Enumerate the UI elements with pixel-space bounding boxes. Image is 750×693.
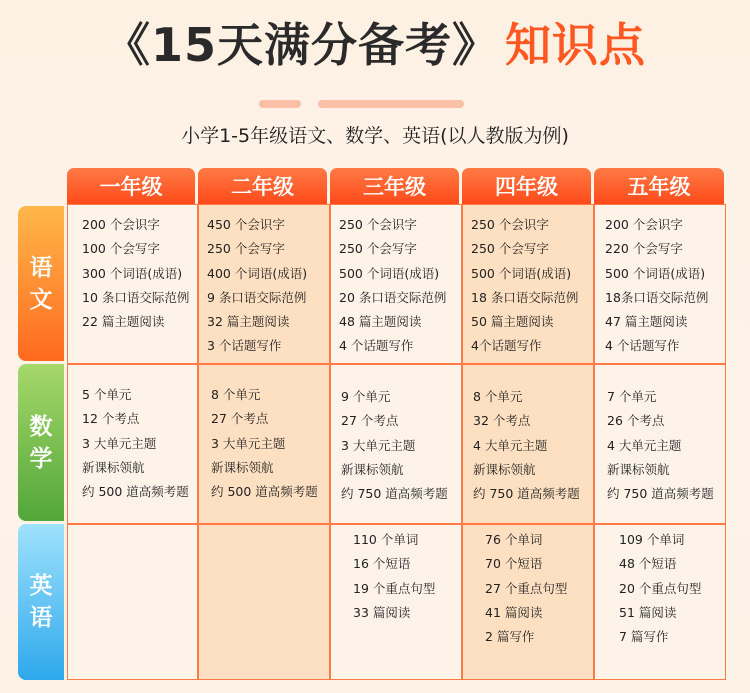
list-item: 200 个会识字 <box>605 217 683 232</box>
grade-header-4: 四年级 <box>462 168 591 204</box>
list-item: 4个话题写作 <box>471 338 542 354</box>
list-item: 4 个话题写作 <box>605 338 680 354</box>
cell-chinese-grade2 <box>198 204 330 364</box>
list-item: 20 个重点句型 <box>619 580 702 596</box>
list-item: 3 大单元主题 <box>82 435 157 451</box>
list-item: 5 个单元 <box>82 387 132 402</box>
list-item: 76 个单词 <box>485 532 543 547</box>
list-item: 250 个会识字 <box>471 217 549 232</box>
list-item: 41 篇阅读 <box>485 604 543 620</box>
subject-header-english <box>18 524 64 680</box>
list-item: 7 个单元 <box>607 389 657 404</box>
cell-chinese-grade4 <box>462 204 594 364</box>
list-item: 250 个会写字 <box>471 241 549 257</box>
list-item: 70 个短语 <box>485 556 543 572</box>
list-item: 100 个会写字 <box>82 241 160 257</box>
cell-english-grade4 <box>462 524 594 680</box>
list-item: 18条口语交际范例 <box>605 289 709 305</box>
grade-header-5: 五年级 <box>594 168 724 204</box>
cell-chinese-grade3 <box>330 204 462 364</box>
list-item: 16 个短语 <box>353 556 411 572</box>
cell-english-grade1 <box>67 524 198 680</box>
list-item: 8 个单元 <box>473 389 523 404</box>
subject-header-math <box>18 364 64 521</box>
list-item: 220 个会写字 <box>605 241 683 257</box>
list-item: 新课标领航 <box>82 459 145 475</box>
cell-chinese-grade1 <box>67 204 198 364</box>
cell-math-grade3 <box>330 364 462 524</box>
cell-chinese-grade5 <box>594 204 726 364</box>
list-item: 2 篇写作 <box>485 629 535 645</box>
decor-bar-short <box>259 100 301 108</box>
list-item: 51 篇阅读 <box>619 604 677 620</box>
list-item: 500 个词语(成语) <box>339 265 440 281</box>
list-item: 4 大单元主题 <box>607 437 682 453</box>
list-item: 109 个单词 <box>619 532 685 547</box>
subject-char: 数 <box>29 413 53 440</box>
list-item: 4 大单元主题 <box>473 437 548 453</box>
list-item: 110 个单词 <box>353 532 419 547</box>
subject-char: 语 <box>29 254 53 281</box>
title-main: 《15天满分备考》 <box>103 18 499 72</box>
list-item: 9 个单元 <box>341 389 391 404</box>
list-item: 12 个考点 <box>82 411 140 427</box>
list-item: 8 个单元 <box>211 387 261 402</box>
cell-math-grade1 <box>67 364 198 524</box>
grade-header-2: 二年级 <box>198 168 327 204</box>
list-item: 450 个会识字 <box>207 217 285 232</box>
grade-header-1: 一年级 <box>67 168 195 204</box>
subject-header-chinese <box>18 206 64 361</box>
list-item: 7 篇写作 <box>619 629 669 645</box>
list-item: 48 个短语 <box>619 556 677 572</box>
list-item: 400 个词语(成语) <box>207 265 308 281</box>
list-item: 新课标领航 <box>473 461 536 477</box>
decor-bar-long <box>318 100 464 108</box>
list-item: 3 个话题写作 <box>207 338 282 354</box>
list-item: 32 个考点 <box>473 413 531 429</box>
subject-char: 英 <box>29 573 53 599</box>
list-item: 约 750 道高频考题 <box>473 486 580 502</box>
list-item: 250 个会写字 <box>207 241 285 257</box>
list-item: 47 篇主题阅读 <box>605 314 688 330</box>
list-item: 19 个重点句型 <box>353 580 436 596</box>
list-item: 27 个考点 <box>211 411 269 427</box>
cell-english-grade3 <box>330 524 462 680</box>
list-item: 500 个词语(成语) <box>471 265 572 281</box>
cell-math-grade5 <box>594 364 726 524</box>
list-item: 约 750 道高频考题 <box>607 486 714 502</box>
list-item: 26 个考点 <box>607 413 665 429</box>
list-item: 约 500 道高频考题 <box>82 484 189 500</box>
grade-header-3: 三年级 <box>330 168 459 204</box>
list-item: 4 个话题写作 <box>339 338 414 354</box>
list-item: 48 篇主题阅读 <box>339 314 422 330</box>
list-item: 27 个考点 <box>341 413 399 429</box>
cell-math-grade2 <box>198 364 330 524</box>
cell-math-grade4 <box>462 364 594 524</box>
list-item: 250 个会识字 <box>339 217 417 232</box>
list-item: 新课标领航 <box>341 461 404 477</box>
list-item: 27 个重点句型 <box>485 580 568 596</box>
list-item: 18 条口语交际范例 <box>471 289 579 305</box>
subject-char: 语 <box>29 605 53 631</box>
list-item: 200 个会识字 <box>82 217 160 232</box>
list-item: 20 条口语交际范例 <box>339 289 447 305</box>
subject-char: 学 <box>29 445 53 472</box>
title-accent: 知识点 <box>505 18 646 72</box>
list-item: 约 750 道高频考题 <box>341 486 448 502</box>
subtitle: 小学1-5年级语文、数学、英语(以人教版为例) <box>181 125 569 147</box>
list-item: 约 500 道高频考题 <box>211 484 318 500</box>
list-item: 新课标领航 <box>607 461 670 477</box>
list-item: 32 篇主题阅读 <box>207 314 290 330</box>
list-item: 3 大单元主题 <box>341 437 416 453</box>
list-item: 300 个词语(成语) <box>82 265 183 281</box>
list-item: 22 篇主题阅读 <box>82 314 165 330</box>
list-item: 9 条口语交际范例 <box>207 289 307 305</box>
page-title <box>0 10 750 80</box>
list-item: 500 个词语(成语) <box>605 265 706 281</box>
cell-english-grade2 <box>198 524 330 680</box>
list-item: 3 大单元主题 <box>211 435 286 451</box>
list-item: 新课标领航 <box>211 459 274 475</box>
subject-char: 文 <box>29 286 53 313</box>
list-item: 10 条口语交际范例 <box>82 289 190 305</box>
list-item: 250 个会写字 <box>339 241 417 257</box>
list-item: 50 篇主题阅读 <box>471 314 554 330</box>
knowledge-table <box>18 168 726 680</box>
list-item: 33 篇阅读 <box>353 604 411 620</box>
cell-english-grade5 <box>594 524 726 680</box>
